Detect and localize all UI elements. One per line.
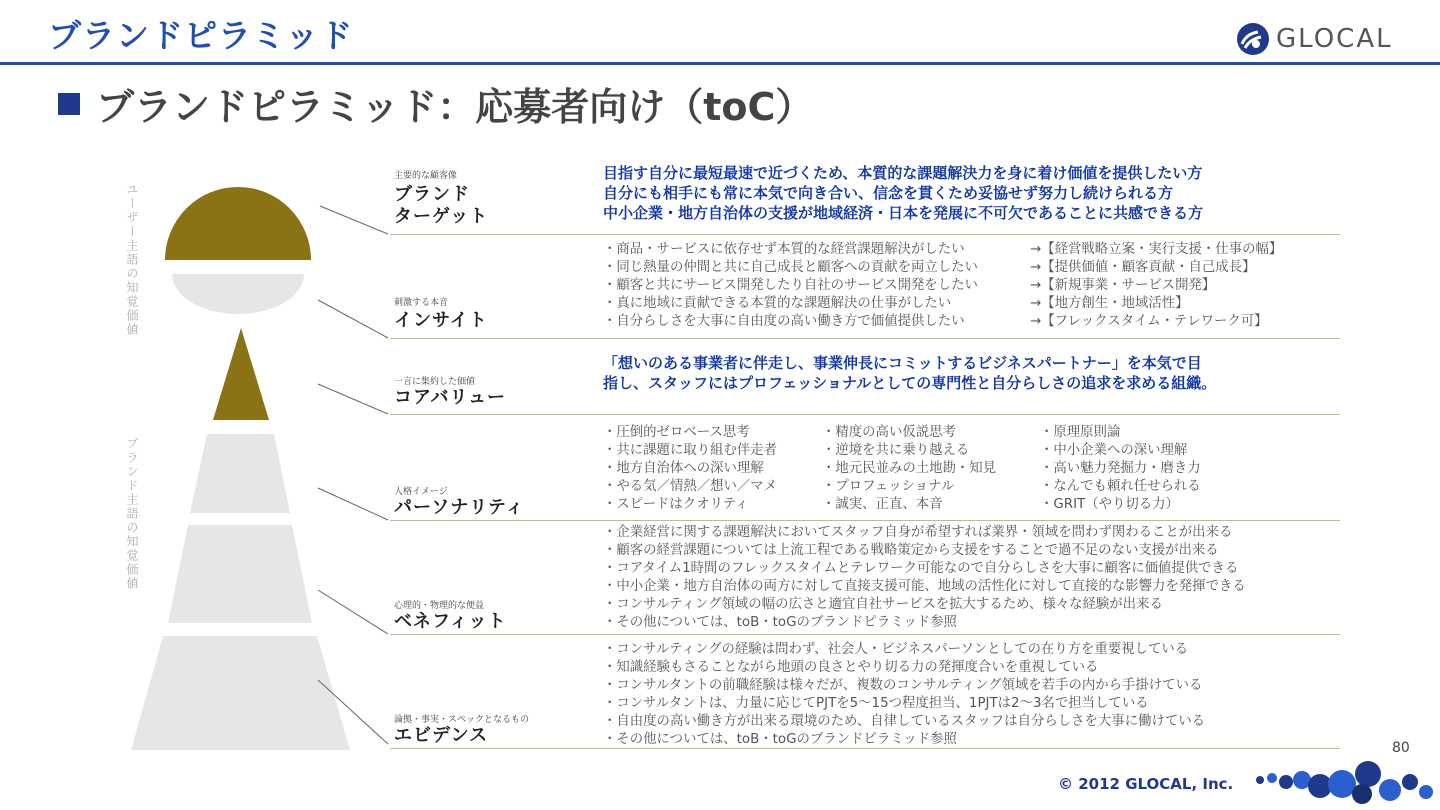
benefit-item: ・中小企業・地方自治体の両方に対して直接支援可能、地域の活性化に対して直接的な影響力を発揮できる	[603, 579, 1246, 594]
insight-arrow-item: →【新規事業・サービス開発】	[1030, 278, 1216, 293]
evidence-label: エビデンス	[394, 725, 489, 746]
personality-col3	[1040, 424, 1201, 514]
target-line: 目指す自分に最短最速で近づくため、本質的な課題解決力を身に着け価値を提供したい方	[603, 164, 1203, 182]
personality-trait: ・精度の高い仮説思考	[822, 425, 956, 440]
core-label: コアバリュー	[394, 387, 507, 408]
pyramid-personality-shape	[190, 434, 290, 513]
slide-title-text: ブランドピラミッド：応募者向け（toC）	[96, 85, 814, 129]
connector-benefit	[318, 590, 388, 634]
personality-trait: ・地元民並みの土地勘・知見	[822, 461, 997, 476]
side-label-brand: ブランド主語の知覚価値	[125, 437, 139, 591]
pyramid-target-shape	[165, 187, 311, 260]
insight-list	[603, 241, 978, 331]
benefit-list	[603, 524, 1246, 632]
connector-personality	[318, 488, 388, 520]
benefit-small-label: 心理的・物理的な便益	[394, 601, 485, 611]
target-line: 自分にも相手にも常に本気で向き合い、信念を貫くため妥協せず努力し続けられる方	[603, 184, 1174, 202]
logo-text: GLOCAL	[1276, 24, 1393, 54]
copyright: © 2012 GLOCAL, Inc.	[1058, 775, 1234, 793]
insight-small-label: 刺激する本音	[394, 298, 449, 308]
personality-trait: ・GRIT（やり切る力）	[1040, 497, 1179, 512]
separator-benefit	[390, 634, 1340, 635]
personality-col2	[822, 424, 996, 514]
side-label-user: ユーザー主語の知覚価値	[125, 183, 139, 337]
insight-arrow-item: →【フレックスタイム・テレワーク可】	[1030, 314, 1268, 329]
evidence-item: ・コンサルタントの前職経験は様々だが、複数のコンサルティング領域を若手の内から手掛けている	[603, 678, 1203, 693]
benefit-item: ・企業経営に関する課題解決においてスタッフ自身が希望すれば業界・領域を問わず関わることが出来る	[603, 525, 1233, 540]
insight-arrow-list	[1030, 241, 1282, 331]
insight-label: インサイト	[394, 310, 488, 331]
pyramid-evidence-shape	[131, 636, 350, 750]
benefit-item: ・その他については、toB・toGのブランドピラミッド参照	[603, 615, 957, 630]
core-description	[603, 353, 1216, 393]
core-line: 「想いのある事業者に伴走し、事業伸長にコミットするビジネスパートナー」を本気で目	[603, 354, 1202, 372]
pyramid-insight-shape	[172, 274, 304, 314]
separator-insight	[390, 338, 1340, 339]
insight-arrow-item: →【経営戦略立案・実行支援・仕事の幅】	[1030, 242, 1283, 257]
separator-personality	[390, 520, 1340, 521]
personality-trait: ・原理原則論	[1040, 425, 1121, 440]
personality-trait: ・圧倒的ゼロベース思考	[603, 425, 750, 440]
insight-arrow-item: →【提供価値・顧客貢献・自己成長】	[1030, 260, 1256, 275]
header-title: ブランドピラミッド	[48, 16, 354, 55]
personality-small-label: 人格イメージ	[394, 487, 448, 497]
insight-item: ・真に地域に貢献できる本質的な課題解決の仕事がしたい	[603, 296, 952, 311]
insight-arrow-item: →【地方創生・地域活性】	[1030, 296, 1189, 311]
personality-trait: ・プロフェッショナル	[822, 479, 955, 494]
personality-trait: ・誠実、正直、本音	[822, 497, 943, 512]
insight-item: ・自分らしさを大事に自由度の高い働き方で価値提供したい	[603, 314, 965, 329]
dots-decoration-icon	[1250, 760, 1440, 810]
personality-trait: ・やる気／情熱／想い／マメ	[603, 479, 778, 494]
target-description	[603, 163, 1203, 223]
evidence-item: ・その他については、toB・toGのブランドピラミッド参照	[603, 732, 957, 747]
target-label-line2: ターゲット	[394, 206, 489, 227]
evidence-item: ・知識経験もさることながら地頭の良さとやり切る力の発揮度合いを重視している	[603, 660, 1099, 675]
evidence-item: ・コンサルティングの経験は問わず、社会人・ビジネスパーソンとしての在り方を重要視している	[603, 642, 1189, 657]
evidence-item: ・自由度の高い働き方が出来る環境のため、自律しているスタッフは自分らしさを大事に働けている	[603, 714, 1206, 729]
separator-core	[390, 414, 1340, 415]
target-label	[394, 184, 488, 228]
personality-trait: ・高い魅力発掘力・磨き力	[1040, 461, 1201, 476]
benefit-label: ベネフィット	[394, 611, 507, 632]
personality-trait: ・地方自治体への深い理解	[603, 461, 764, 476]
personality-trait: ・中小企業への深い理解	[1040, 443, 1188, 458]
insight-item: ・商品・サービスに依存せず本質的な経営課題解決がしたい	[603, 242, 965, 257]
personality-col1	[603, 424, 777, 514]
benefit-item: ・顧客の経営課題については上流工程である戦略策定から支援をすることで過不足のない支援が出来る	[603, 543, 1219, 558]
benefit-item: ・コンサルティング領域の幅の広さと適宜自社サービスを拡大するため、様々な経験が出来る	[603, 597, 1163, 612]
benefit-item: ・コアタイム1時間のフレックスタイムとテレワーク可能なので自分らしさを大事に顧客に価値提供できる	[603, 561, 1239, 576]
insight-item: ・顧客と共にサービス開発したり自社のサービス開発をしたい	[603, 278, 978, 293]
pyramid-core-triangle	[213, 328, 269, 420]
target-line: 中小企業・地方自治体の支援が地域経済・日本を発展に不可欠であることに共感できる方	[603, 204, 1204, 222]
connector-target	[320, 206, 388, 234]
core-line: 指し、スタッフにはプロフェッショナルとしての専門性と自分らしさの追求を求める組織。	[603, 374, 1217, 392]
evidence-item: ・コンサルタントは、力量に応じてPJTを5～15つ程度担当、1PJTは2～3名で担当している	[603, 696, 1149, 711]
evidence-small-label: 論拠・事実・スペックとなるもの	[394, 715, 530, 725]
evidence-list	[603, 641, 1205, 749]
target-small-label: 主要的な顧客像	[394, 171, 458, 181]
separator-target	[390, 234, 1340, 235]
page-number: 80	[1392, 740, 1410, 756]
insight-item: ・同じ熱量の仲間と共に自己成長と顧客への貢献を両立したい	[603, 260, 978, 275]
personality-trait: ・共に課題に取り組む伴走者	[603, 443, 778, 458]
target-label-line1: ブランド	[394, 184, 470, 205]
connector-insight	[318, 300, 388, 338]
personality-trait: ・スピードはクオリティ	[603, 497, 749, 512]
core-small-label: 一言に集約した価値	[394, 377, 476, 387]
personality-trait: ・なんでも頼れ任せられる	[1040, 479, 1201, 494]
connector-core	[318, 384, 388, 414]
pyramid-benefit-shape	[168, 525, 312, 623]
personality-trait: ・逆境を共に乗り越える	[822, 443, 970, 458]
personality-label: パーソナリティ	[394, 497, 525, 518]
